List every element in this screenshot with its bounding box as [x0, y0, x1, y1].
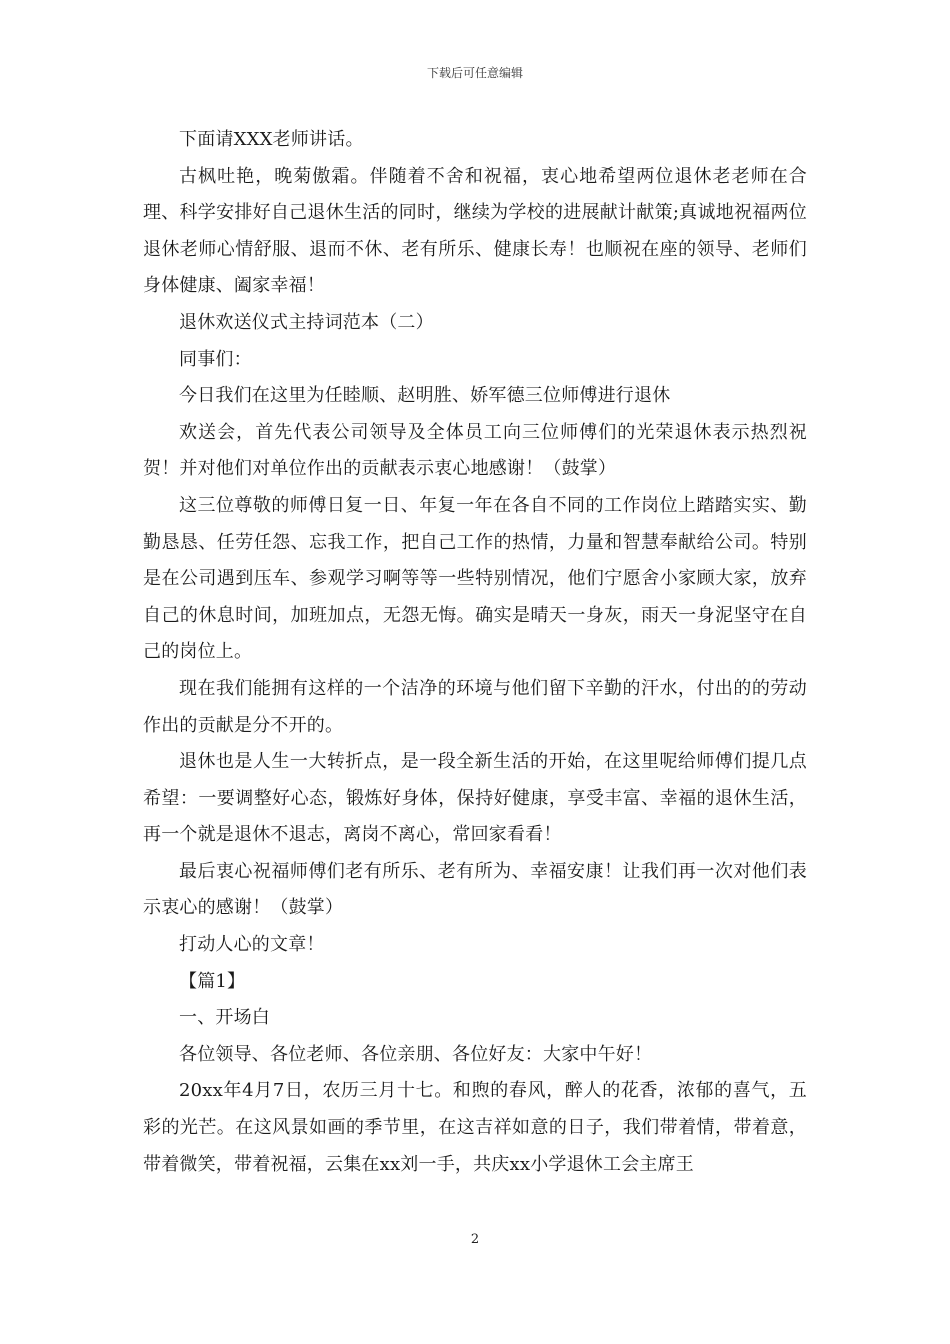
paragraph: 现在我们能拥有这样的一个洁净的环境与他们留下辛勤的汗水，付出的的劳动作出的贡献是分不开的。: [143, 677, 807, 736]
salutation: 各位领导、各位老师、各位亲朋、各位好友：大家中午好！: [179, 1043, 653, 1065]
paragraph: 20xx年4月7日，农历三月十七。和煦的春风，醉人的花香，浓郁的喜气，五彩的光芒。在这风景如画的季节里，在这吉祥如意的日子，我们带着情，带着意，带着微笑，带着祝福，云集在xx刘一手，共庆xx小学退休工会主席王: [143, 1080, 807, 1175]
paragraph: 最后衷心祝福师傅们老有所乐、老有所为、幸福安康！让我们再一次对他们表示衷心的感谢！（鼓掌）: [143, 860, 807, 919]
page-number: 2: [470, 1232, 480, 1247]
paragraph: 打动人心的文章！: [179, 934, 325, 956]
chapter-heading: 【篇1】: [179, 970, 246, 992]
salutation: 同事们：: [179, 348, 252, 370]
page-header-note: 下载后可任意编辑: [426, 66, 523, 80]
paragraph: 下面请XXX老师讲话。: [179, 129, 364, 150]
paragraph: 退休也是人生一大转折点，是一段全新生活的开始，在这里呢给师傅们提几点希望：一要调整好心态，锻炼好身体，保持好健康，享受丰富、幸福的退休生活，再一个就是退休不退志，离岗不离心，常回家看看！: [143, 751, 807, 846]
paragraph: 欢送会，首先代表公司领导及全体员工向三位师傅们的光荣退休表示热烈祝贺！并对他们对单位作出的贡献表示衷心地感谢！（鼓掌）: [143, 421, 807, 480]
paragraph: 古枫吐艳，晚菊傲霜。伴随着不舍和祝福，衷心地希望两位退休老老师在合理、科学安排好自己退休生活的同时，继续为学校的进展献计献策;真诚地祝福两位退休老师心情舒服、退而不休、老有所乐、健康长寿！也顺祝在座的领导、老师们身体健康、阖家幸福！: [143, 165, 807, 297]
section-title: 退休欢送仪式主持词范本（二）: [179, 311, 434, 333]
paragraph: 这三位尊敬的师傅日复一日、年复一年在各自不同的工作岗位上踏踏实实、勤勤恳恳、任劳任怨、忘我工作，把自己工作的热情，力量和智慧奉献给公司。特别是在公司遇到压车、参观学习啊等等一些特别情况，他们宁愿舍小家顾大家，放弃自己的休息时间，加班加点，无怨无悔。确实是晴天一身灰，雨天一身泥坚守在自己的岗位上。: [143, 494, 807, 663]
document-body: [143, 122, 807, 1183]
section-heading: 一、开场白: [179, 1007, 270, 1029]
paragraph: 今日我们在这里为任睦顺、赵明胜、娇军德三位师傅进行退休: [179, 385, 671, 407]
